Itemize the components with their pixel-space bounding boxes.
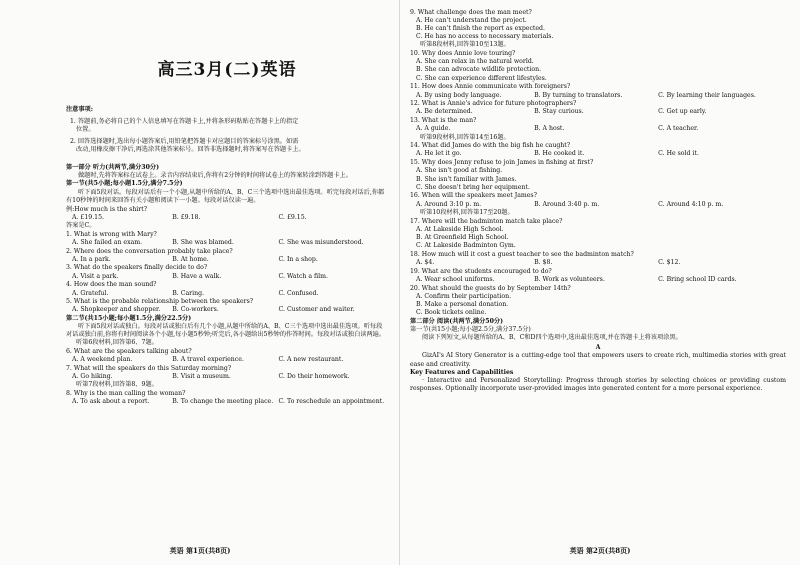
question-block: 12. What is Annie's advice for future photographers? A. Be determined. B. Stay curious. C. Get up early. [410,100,707,116]
section1-intro: 听下面5段对话。每段对话后有一个小题,从题中所给的A、B、C三个选项中选出最佳选项。听完每段对话后,你都有10秒钟的时间来回答有关小题和阅读下一小题。每段对话仅读一遍。 [66,188,385,204]
page-footer: 英语 第1页(共8页) [169,545,231,555]
note-item: 1. 答题前,务必将自己的个人信息填写在答题卡上,并将条形码粘贴在答题卡上的指定 位置。 [70,118,299,134]
question-block: 3. What do the speakers finally decide to do? A. Visit a park. B. Have a walk. C. Watch a film. [66,264,328,280]
features-heading: Key Features and Capabilities [410,368,514,376]
question-block: 1. What is wrong with Mary? A. She failed an exam. B. She was blamed. C. She was misunderstood. [66,230,364,246]
question-block: 9. What challenge does the man meet? A. He can't understand the project. B. He can't finish the report as expected. C. He has no access to necessary materials. [410,8,554,41]
notes-heading: 注意事项: [66,106,94,113]
material-note: 听第6段材料,回答第6、7题。 [76,339,158,347]
question-block: 16. When will the speakers meet James? A. Around 3:10 p. m. B. Around 3:40 p. m. C. Around 4:10 p. m. [410,192,724,208]
material-note: 听第9段材料,回答第14至16题。 [420,133,510,141]
material-note: 听第10段材料,回答第17至20题。 [420,208,514,216]
example-options: A. £19.15. B. £9.18. C. £9.15. [72,213,307,221]
passage-paragraph: GizAI's AI Story Generator is a cutting-edge tool that empowers users to create rich, multimedia stories with great ease and creativity. [410,352,786,368]
note-item: 2. 回答选择题时,选出每小题答案后,用铅笔把答题卡对应题目的答案标号涂黑。如需 改动,用橡皮擦干净后,再选涂其他答案标号。回答非选择题时,将答案写在答题卡上。 [70,137,305,153]
part2-section1-heading: 第一节(共15小题;每小题2.5分,满分37.5分) [410,325,531,333]
section2-intro: 听下面5段对话或独白。每段对话或独白后有几个小题,从题中所给的A、B、C三个选项中选出最佳选项。听每段对话或独白前,你将有时间阅读各个小题,每小题5秒钟;听完后,各小题给出5秒钟的作答时间。每段对话或独白读两遍。 [66,322,386,339]
feature-item: · Interactive and Personalized Storytelling: Progress through stories by selecting choices or providing custom responses. Optionally incorporate user-provided images into generated content for a more personal experience. [410,376,786,393]
question-block: 14. What did James do with the big fish he caught? A. He let it go. B. He cooked it. C. He sold it. [410,142,699,158]
page-footer: 英语 第2页(共8页) [569,545,631,555]
section1-heading: 第一节(共5小题;每小题1.5分,满分7.5分) [66,180,183,188]
part1-heading: 第一部分 听力(共两节,满分30分) [66,164,160,172]
question-block: 11. How does Annie communicate with foreigners? A. By using body language. B. By turning to translators. C. By learning their languages. [410,83,756,99]
section2-heading: 第二节(共15小题;每小题1.5分,满分22.5分) [66,314,192,322]
question-block: 15. Why does Jenny refuse to join James in fishing at first? A. She isn't good at fishing. B. She isn't familiar with James. C. She doesn't bring her equipment. [410,159,594,191]
passage-label: A [595,344,601,352]
part2-intro: 阅读下列短文,从每题所给的A、B、C和D四个选项中,选出最佳选项,并在答题卡上将该项涂黑。 [422,333,682,341]
question-block: 13. What is the man? A. A guide. B. A host. C. A teacher. [410,117,699,133]
example-answer: 答案是C。 [66,221,96,229]
part2-heading: 第二部分 阅读(共两节,满分50分) [410,317,504,325]
example-question: 例:How much is the shirt? [66,205,148,213]
question-block: 4. How does the man sound? A. Grateful. B. Caring. C. Confused. [66,281,319,297]
question-block: 19. What are the students encouraged to do? A. Wear school uniforms. B. Work as volunteers. C. Bring school ID cards. [410,267,737,283]
material-note: 听第7段材料,回答第8、9题。 [76,381,158,389]
page-title: 高三3月(二)英语 [157,60,297,80]
question-block: 10. Why does Annie love touring? A. She can relax in the natural world. B. She can advocate wildlife protection. C. She can experience different lifestyles. [410,50,547,82]
question-block: 7. What will the speakers do this Saturday morning? A. Go hiking. B. Visit a museum. C. Do their homework. [66,364,350,381]
question-block: 18. How much will it cost a guest teacher to see the badminton match? A. $4. B. $8. C. $12. [410,250,681,267]
question-block: 6. What are the speakers talking about? A. A weekend plan. B. A travel experience. C. A new restaurant. [66,347,344,364]
page-2 [400,0,800,565]
question-block: 2. Where does the conversation probably take place? A. In a park. B. At home. C. In a shop. [66,247,318,263]
question-block: 5. What is the probable relationship between the speakers? A. Shopkeeper and shopper. B. Co-workers. C. Customer and waiter. [66,298,355,314]
material-note: 听第8段材料,回答第10至13题。 [420,41,510,49]
question-block: 8. Why is the man calling the woman? A. To ask about a report. B. To change the meeting place. C. To reschedule an appointment. [66,390,385,406]
part1-intro: 做题时,先将答案标在试卷上。录音内容结束后,你将有2分钟的时间将试卷上的答案转涂到答题卡上。 [78,172,352,180]
question-block: 20. What should the guests do by September 14th? A. Confirm their participation. B. Make a personal donation. C. Book tickets online. [410,284,571,317]
question-block: 17. Where will the badminton match take place? A. At Lakeside High School. B. At Greenfield High School. C. At Lakeside Badminton Gym. [410,217,563,250]
